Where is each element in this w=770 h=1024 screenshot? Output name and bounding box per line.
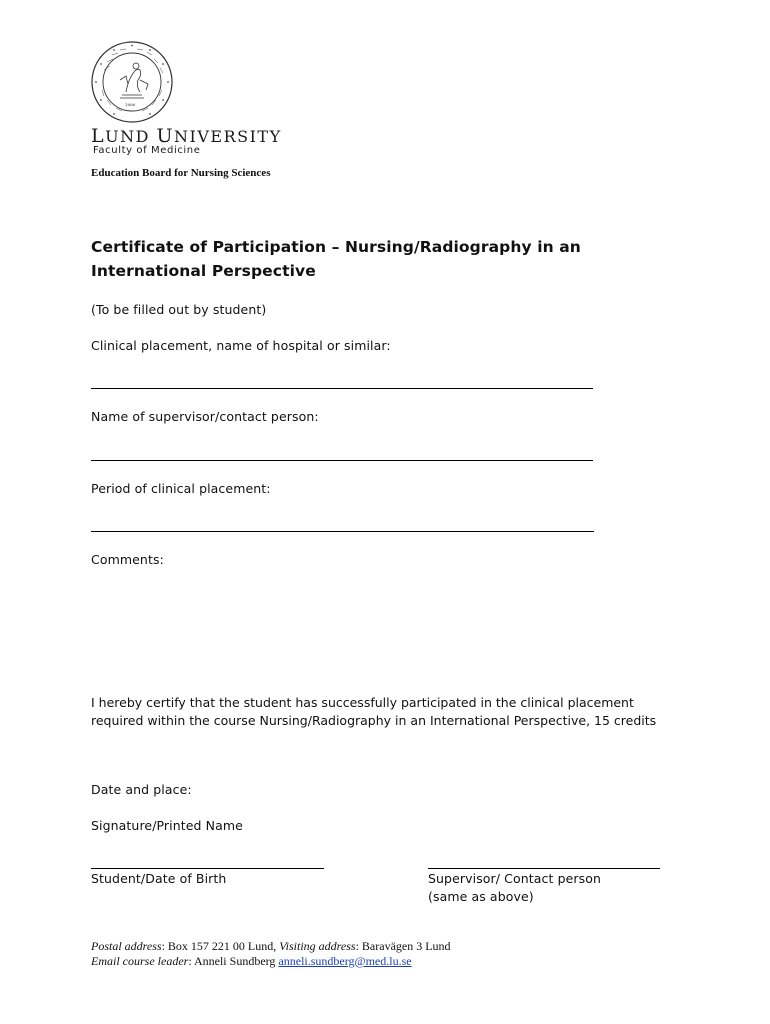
supervisor-signature-label: Supervisor/ Contact person — [428, 871, 602, 886]
visiting-label: Visiting address — [279, 939, 356, 953]
email-link[interactable]: anneli.sundberg@med.lu.se — [278, 954, 412, 968]
student-signature-label: Student/Date of Birth — [91, 871, 227, 886]
svg-text:1666: 1666 — [125, 102, 136, 107]
supervisor-signature-note: (same as above) — [428, 889, 534, 904]
certification-statement — [91, 694, 656, 730]
footer-contact — [91, 939, 451, 969]
clinical-placement-label: Clinical placement, name of hospital or similar: — [91, 338, 391, 353]
faculty-name: Faculty of Medicine — [93, 145, 201, 156]
clinical-placement-line[interactable] — [91, 388, 593, 389]
university-seal-logo — [90, 40, 174, 124]
postal-value: : Box 157 221 00 Lund, — [161, 939, 280, 953]
postal-label: Postal address — [91, 939, 162, 953]
certify-line-1: I hereby certify that the student has successfully participated in the clinical placement — [91, 695, 634, 710]
education-board-heading: Education Board for Nursing Sciences — [91, 167, 271, 179]
supervisor-line[interactable] — [91, 460, 593, 461]
email-label: Email course leader — [91, 954, 189, 968]
supervisor-signature-line[interactable] — [428, 868, 660, 869]
university-name-logo: LUND UNIVERSITY — [91, 125, 282, 147]
period-label: Period of clinical placement: — [91, 481, 271, 496]
comments-label: Comments: — [91, 552, 164, 567]
period-line[interactable] — [91, 531, 594, 532]
footer-email-line — [91, 954, 451, 969]
student-instruction: (To be filled out by student) — [91, 302, 267, 317]
visiting-value: : Baravägen 3 Lund — [355, 939, 451, 953]
signature-label: Signature/Printed Name — [91, 818, 243, 833]
email-value: : Anneli Sundberg — [188, 954, 279, 968]
footer-address-line — [91, 939, 451, 954]
certify-line-2: required within the course Nursing/Radiography in an International Perspective, 15 credits — [91, 713, 657, 728]
certificate-title: Certificate of Participation – Nursing/Radiography in an International Perspective — [91, 238, 581, 280]
date-place-label: Date and place: — [91, 782, 192, 797]
supervisor-label: Name of supervisor/contact person: — [91, 409, 319, 424]
student-signature-line[interactable] — [91, 868, 324, 869]
